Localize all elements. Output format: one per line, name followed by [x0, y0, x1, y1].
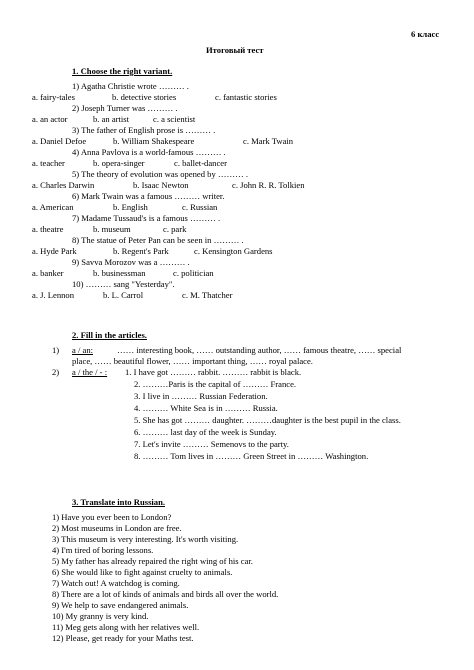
option-1b: b. detective stories [112, 92, 177, 102]
translate-item-7: 7) Watch out! A watchdog is coming. [52, 578, 180, 588]
translate-item-4: 4) I'm tired of boring lessons. [52, 545, 154, 555]
option-1a: a. fairy-tales [32, 92, 75, 102]
fill-item-1-label: a / an: [72, 345, 93, 355]
translate-item-5: 5) My father has already repaired the right wing of his car. [52, 556, 253, 566]
option-3c: c. Mark Twain [243, 136, 294, 146]
fill-sentence-6: 6. ……… last day of the week is Sunday. [134, 427, 277, 437]
option-3b: b. William Shakespeare [113, 136, 195, 146]
option-6c: c. Russian [182, 202, 218, 212]
option-5b: b. Isaac Newton [133, 180, 189, 190]
option-10b: b. L. Carrol [103, 290, 144, 300]
fill-sentence-1: 1. I have got ……… rabbit. ……… rabbit is black. [125, 367, 302, 377]
fill-sentence-7: 7. Let's invite ……… Semenovs to the party. [134, 439, 289, 449]
option-10c: c. M. Thatcher [182, 290, 233, 300]
section-1-heading: 1. Choose the right variant. [72, 66, 173, 76]
question-2: 2) Joseph Turner was ……… . [72, 103, 178, 113]
fill-item-2-label: a / the / - : [72, 367, 108, 377]
fill-item-1-number: 1) [52, 345, 60, 355]
question-6: 6) Mark Twain was a famous ……… writer. [72, 191, 225, 201]
fill-sentence-4: 4. ……… White Sea is in ……… Russia. [134, 403, 278, 413]
option-6a: a. American [32, 202, 74, 212]
translate-item-8: 8) There are a lot of kinds of animals and birds all over the world. [52, 589, 279, 599]
option-4a: a. teacher [32, 158, 65, 168]
option-3a: a. Daniel Defoe [32, 136, 87, 146]
translate-item-11: 11) Meg gets along with her relatives well. [52, 622, 200, 632]
fill-item-1-line-2: place, …… beautiful flower, …… important thing, …… royal palace. [72, 356, 313, 366]
fill-sentence-8: 8. ……… Tom lives in ……… Green Street in ……… Washington. [134, 451, 369, 461]
option-4c: c. ballet-dancer [174, 158, 227, 168]
fill-sentence-3: 3. I live in ……… Russian Federation. [134, 391, 268, 401]
option-5a: a. Charles Darwin [32, 180, 95, 190]
question-1: 1) Agatha Christie wrote ……… . [72, 81, 189, 91]
option-8b: b. Regent's Park [113, 246, 169, 256]
question-8: 8) The statue of Peter Pan can be seen in ……… . [72, 235, 244, 245]
option-1c: c. fantastic stories [215, 92, 277, 102]
option-4b: b. opera-singer [93, 158, 145, 168]
option-7a: a. theatre [32, 224, 64, 234]
section-2-heading: 2. Fill in the articles. [72, 330, 147, 340]
question-3: 3) The father of English prose is ……… . [72, 125, 216, 135]
translate-item-3: 3) This museum is very interesting. It's worth visiting. [52, 534, 239, 544]
option-8a: a. Hyde Park [32, 246, 77, 256]
fill-sentence-2: 2. ………Paris is the capital of ……… France. [134, 379, 297, 389]
question-5: 5) The theory of evolution was opened by ……… . [72, 169, 248, 179]
question-9: 9) Savva Morozov was a ……… . [72, 257, 190, 267]
section-3-heading: 3. Translate into Russian. [72, 497, 166, 507]
translate-item-2: 2) Most museums in London are free. [52, 523, 182, 533]
translate-item-9: 9) We help to save endangered animals. [52, 600, 189, 610]
translate-item-12: 12) Please, get ready for your Maths test. [52, 633, 194, 643]
option-6b: b. English [113, 202, 148, 212]
grade-label: 6 класс [411, 29, 440, 39]
question-4: 4) Anna Pavlova is a world-famous ……… . [72, 147, 226, 157]
option-2a: a. an actor [32, 114, 68, 124]
fill-item-2-number: 2) [52, 367, 60, 377]
option-9c: c. politician [173, 268, 214, 278]
option-10a: a. J. Lennon [32, 290, 75, 300]
option-9b: b. businessman [93, 268, 146, 278]
translate-item-6: 6) She would like to fight against cruelty to animals. [52, 567, 233, 577]
question-10: 10) ……… sang "Yesterday". [72, 279, 175, 289]
option-9a: a. banker [32, 268, 64, 278]
option-2c: c. a scientist [153, 114, 196, 124]
option-5c: c. John R. R. Tolkien [232, 180, 305, 190]
translate-item-1: 1) Have you ever been to London? [52, 512, 172, 522]
option-8c: c. Kensington Gardens [194, 246, 273, 256]
option-2b: b. an artist [93, 114, 130, 124]
page-title: Итоговый тест [206, 45, 264, 55]
option-7b: b. museum [93, 224, 131, 234]
fill-sentence-5: 5. She has got ……… daughter. ………daughter is the best pupil in the class. [134, 415, 401, 425]
fill-item-1-line-1: …… interesting book, …… outstanding author, …… famous theatre, …… special [117, 345, 402, 355]
translate-item-10: 10) My granny is very kind. [52, 611, 149, 621]
option-7c: c. park [163, 224, 187, 234]
question-7: 7) Madame Tussaud's is a famous ……… . [72, 213, 221, 223]
